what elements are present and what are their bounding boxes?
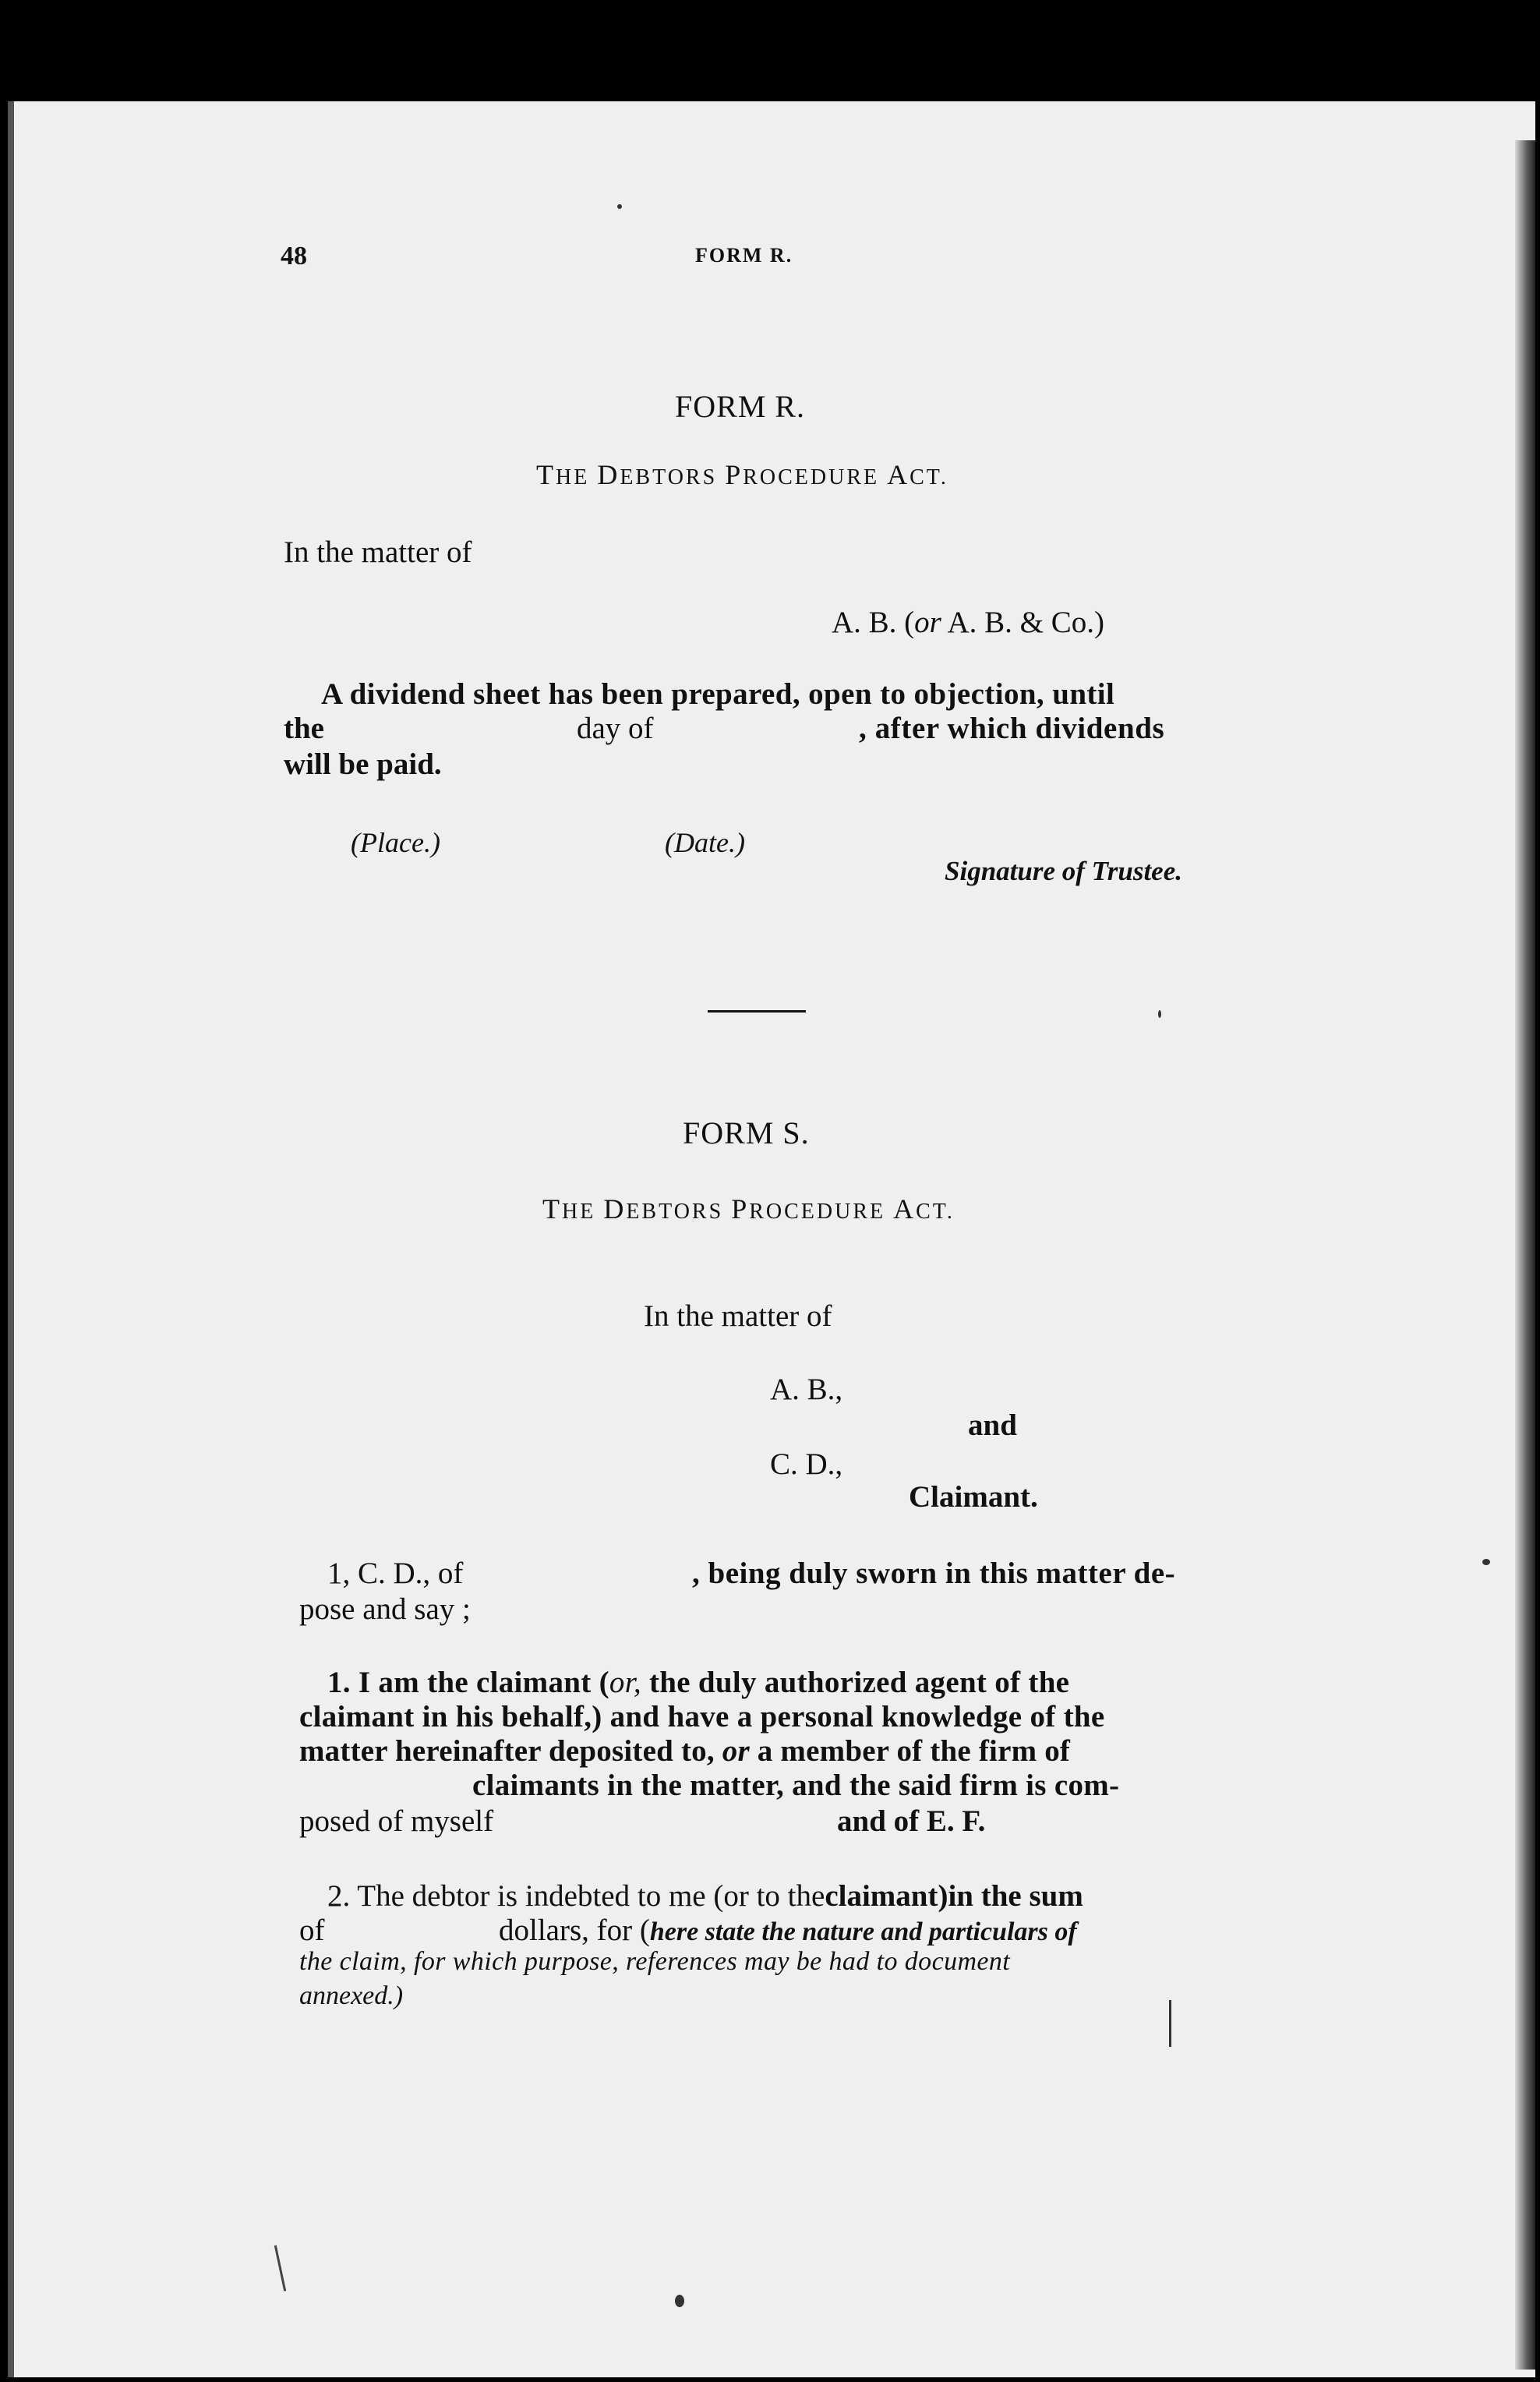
form-s-p2-line-4: annexed.) bbox=[299, 1981, 404, 2010]
p1-text: the duly authorized agent of the bbox=[641, 1666, 1070, 1699]
scan-speck bbox=[675, 2295, 684, 2307]
form-s-party-cd: C. D., bbox=[770, 1447, 843, 1481]
form-s-p2-line-2b bbox=[499, 1913, 1077, 1948]
p1-text: 1. I am the claimant ( bbox=[327, 1666, 609, 1699]
act-cap: T bbox=[542, 1193, 562, 1225]
form-s-p1-line-2: claimant in his behalf,) and have a personal knowledge of the bbox=[299, 1700, 1105, 1733]
form-r-matter: In the matter of bbox=[284, 535, 472, 569]
form-r-date: (Date.) bbox=[665, 827, 745, 858]
p1-or: or bbox=[722, 1734, 750, 1768]
form-s-party-ab: A. B., bbox=[770, 1373, 843, 1406]
form-s-claimant: Claimant. bbox=[909, 1480, 1038, 1514]
act-smallcaps: ROCEDURE bbox=[743, 465, 888, 489]
form-r-para-line-2a: the bbox=[284, 712, 324, 745]
running-title: FORM R. bbox=[695, 244, 793, 267]
page-number: 48 bbox=[281, 242, 307, 270]
act-smallcaps: HE bbox=[556, 465, 598, 489]
margin-mark bbox=[1169, 2000, 1171, 2047]
act-cap: A bbox=[887, 459, 910, 490]
form-s-p1-line-5a: posed of myself bbox=[299, 1804, 494, 1838]
form-s-title: FORM S. bbox=[683, 1115, 810, 1150]
p1-text: a member of the firm of bbox=[749, 1734, 1071, 1768]
form-r-act-heading bbox=[536, 458, 948, 491]
form-s-p2-line-2a: of bbox=[299, 1914, 325, 1947]
form-s-and: and bbox=[968, 1408, 1017, 1442]
section-divider bbox=[708, 1010, 806, 1013]
scan-speck bbox=[1158, 1010, 1161, 1018]
act-cap: A bbox=[893, 1193, 917, 1225]
form-s-oath-a: 1, C. D., of bbox=[327, 1557, 464, 1590]
act-smallcaps: CT. bbox=[916, 1200, 955, 1224]
form-r-para-line-1: A dividend sheet has been prepared, open to objection, until bbox=[321, 677, 1115, 711]
form-r-para-line-2b: day of bbox=[577, 712, 654, 745]
act-smallcaps: HE bbox=[562, 1200, 604, 1224]
form-s-oath-b: , being duly sworn in this matter de- bbox=[692, 1557, 1176, 1590]
act-cap: D bbox=[597, 459, 620, 490]
form-r-place: (Place.) bbox=[351, 827, 440, 858]
form-s-oath-c: pose and say ; bbox=[299, 1592, 471, 1626]
act-smallcaps: EBTORS bbox=[620, 465, 726, 489]
page-edge-shadow bbox=[1515, 140, 1535, 2370]
scan-speck bbox=[1482, 1559, 1490, 1565]
party-text: A. B. & Co.) bbox=[941, 606, 1104, 639]
page-sheet bbox=[8, 101, 1535, 2377]
p1-or: or, bbox=[609, 1666, 641, 1699]
form-s-p1-line-3 bbox=[299, 1733, 1070, 1769]
form-r-party bbox=[832, 605, 1104, 640]
act-cap: D bbox=[603, 1193, 627, 1225]
form-r-title: FORM R. bbox=[675, 389, 806, 424]
act-cap: P bbox=[731, 1193, 750, 1225]
form-r-para-line-3: will be paid. bbox=[284, 747, 442, 781]
form-s-p2-line-3: the claim, for which purpose, references may be had to document bbox=[299, 1947, 1011, 1976]
form-r-para-line-2c: , after which dividends bbox=[859, 712, 1165, 745]
p2-italic: here state the nature and particulars of bbox=[649, 1917, 1077, 1946]
form-s-act-heading bbox=[542, 1193, 955, 1225]
form-s-matter: In the matter of bbox=[644, 1299, 832, 1333]
p1-text: matter hereinafter deposited to, bbox=[299, 1734, 722, 1768]
p2-text: dollars, for ( bbox=[499, 1914, 650, 1947]
act-smallcaps: EBTORS bbox=[626, 1200, 732, 1224]
act-smallcaps: CT. bbox=[910, 465, 948, 489]
form-s-p2-line-1 bbox=[327, 1878, 1083, 1914]
p2-text-bold: claimant)in the sum bbox=[825, 1879, 1083, 1913]
act-cap: T bbox=[536, 459, 556, 490]
form-s-p1-line-4: claimants in the matter, and the said firm is com- bbox=[472, 1769, 1120, 1802]
act-cap: P bbox=[725, 459, 744, 490]
form-s-p1-line-5b: and of E. F. bbox=[837, 1804, 986, 1838]
p2-text: 2. The debtor is indebted to me (or to the bbox=[327, 1879, 825, 1913]
form-s-p1-line-1 bbox=[327, 1665, 1069, 1700]
scan-speck bbox=[617, 204, 622, 209]
act-smallcaps: ROCEDURE bbox=[749, 1200, 894, 1224]
party-text: A. B. ( bbox=[832, 606, 915, 639]
form-r-signature: Signature of Trustee. bbox=[945, 856, 1182, 886]
party-or: or bbox=[914, 606, 941, 639]
